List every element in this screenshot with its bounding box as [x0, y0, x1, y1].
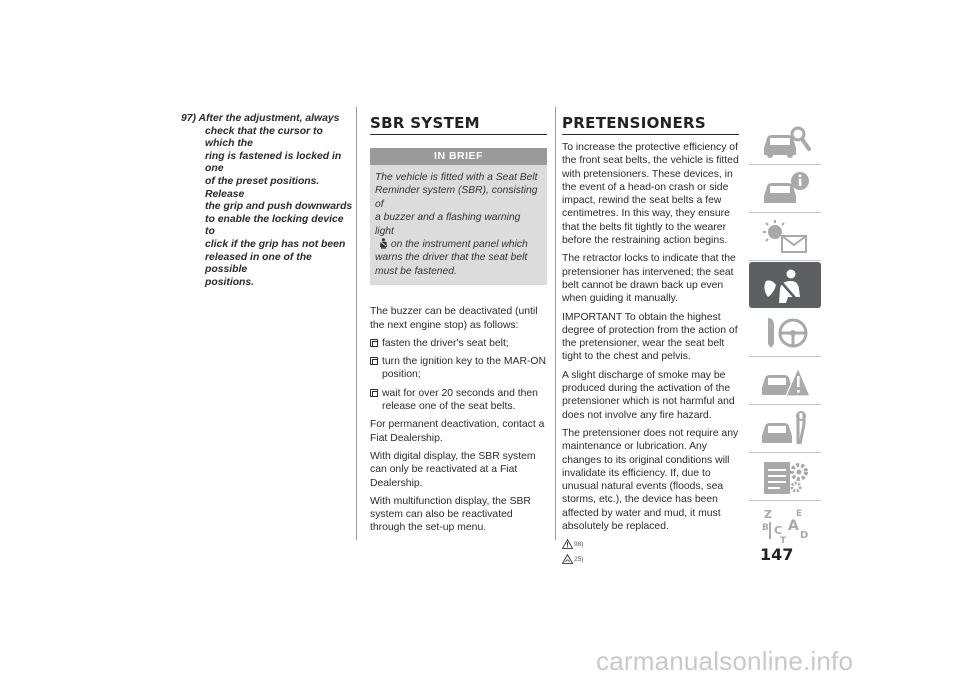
nav-starting-driving[interactable]: [749, 309, 821, 357]
brief-line-with-icon: [375, 238, 542, 251]
nav-alphabetical-index[interactable]: [749, 501, 821, 549]
pretensioners-body: [562, 141, 739, 533]
warning-reference[interactable]: [562, 538, 739, 550]
page-number: 147: [760, 545, 794, 564]
car-service-icon: [758, 410, 812, 448]
nav-warning-lights-messages[interactable]: [749, 213, 821, 261]
note-line: click if the grip has not been: [205, 238, 346, 250]
note-line: ring is fastened is locked in one: [205, 150, 342, 175]
watermark: carmanualsonline.info: [596, 646, 854, 676]
paragraph: To increase the protective efficiency of the front seat belts, the vehicle is fitted with pretensioners. These devices, in the event of a head-on crash or side impact, rewind the seat belts a few centimetres. In this way, they ensure that the belts fit tightly to the wearer before the restraining action begins.: [562, 142, 739, 247]
technical-data-icon: [758, 458, 812, 496]
paragraph: A slight discharge of smoke may be produced during the activation of the pretensioner which is not harmful and does not involve any fire hazard.: [562, 369, 735, 421]
in-brief-body: [370, 165, 547, 285]
note-line: released in one of the possible: [205, 251, 312, 276]
note-97: [181, 113, 353, 289]
index-letter: E: [796, 509, 803, 519]
airbag-seatbelt-icon: [758, 267, 812, 305]
alphabetical-index-icon: [758, 506, 812, 544]
brief-line: a buzzer and a flashing warning light: [375, 212, 521, 237]
paragraph: The retractor locks to indicate that the pretensioner has intervened; the seat belt cannot be drawn back up even when guiding it manually.: [562, 253, 736, 305]
index-letter: B: [762, 523, 769, 533]
nav-car-search[interactable]: [749, 117, 821, 165]
sbr-column: [370, 114, 547, 540]
note-line: the grip and push downwards: [205, 201, 353, 213]
index-letter: D: [800, 530, 809, 541]
paragraph: With multifunction display, the SBR system can also be reactivated through the set-up menu.: [370, 495, 531, 534]
warning-reference-label: 98): [574, 540, 584, 548]
index-letter: T: [780, 536, 787, 544]
note-first-line: After the adjustment, always: [198, 113, 340, 124]
checkbox-bullet-icon: [370, 357, 378, 365]
sbr-body: [370, 305, 547, 534]
chapter-sidebar: [749, 117, 821, 549]
pretensioners-column: [562, 114, 739, 565]
caution-triangle-icon: [562, 554, 573, 564]
brief-line: on the instrument panel which: [390, 239, 528, 251]
note-line: of the preset positions. Release: [205, 175, 320, 200]
list-item: [370, 355, 547, 382]
nav-safety-active[interactable]: [749, 262, 821, 308]
note-column: [181, 113, 353, 289]
paragraph: With digital display, the SBR system can only be reactivated at a Fiat Dealership.: [370, 450, 536, 489]
brief-line: The vehicle is fitted with a Seat Belt: [375, 172, 538, 183]
note-line: to enable the locking device to: [205, 213, 344, 238]
paragraph: For permanent deactivation, contact a Fiat Dealership.: [370, 419, 545, 444]
in-brief-title: IN BRIEF: [370, 148, 547, 165]
nav-car-info[interactable]: [749, 165, 821, 213]
pretensioners-heading: PRETENSIONERS: [562, 114, 739, 135]
column-rule-right: [555, 107, 556, 540]
brief-line: warns the driver that the seat belt: [375, 252, 528, 264]
car-search-icon: [758, 122, 812, 160]
paragraph: The pretensioner does not require any maintenance or lubrication. Any changes to its original conditions will invalidate its efficiency. If, due to unusual natural events (floods, sea storms, etc.), the device has been affected by water and mud, it must absolutely be replaced.: [562, 427, 739, 533]
seat-belt-warning-icon: [379, 238, 388, 249]
nav-emergency[interactable]: [749, 357, 821, 405]
paragraph: IMPORTANT To obtain the highest degree of protection from the action of the pretensioner, wear the seat belt tight to the chest and pelvis.: [562, 311, 738, 363]
index-letter: A: [788, 518, 799, 534]
brief-line: must be fastened.: [375, 265, 457, 277]
in-brief-box: [370, 148, 547, 285]
warning-light-message-icon: [758, 218, 812, 256]
nav-technical-data[interactable]: [749, 453, 821, 501]
car-info-icon: [758, 170, 812, 208]
list-item: [370, 337, 547, 350]
note-line: positions.: [205, 276, 255, 288]
sbr-heading: SBR SYSTEM: [370, 114, 547, 135]
note-number: 97): [181, 113, 197, 124]
caution-reference-label: 25): [574, 555, 584, 563]
key-steering-wheel-icon: [758, 314, 812, 352]
list-item-text: wait for over 20 seconds and then release one of the seat belts.: [382, 387, 538, 413]
sbr-intro: The buzzer can be deactivated (until the next engine stop) as follows:: [370, 306, 538, 331]
checkbox-bullet-icon: [370, 389, 378, 397]
car-hazard-icon: [758, 362, 812, 400]
warning-triangle-icon: [562, 539, 573, 549]
list-item: [370, 387, 547, 414]
brief-line: Reminder system (SBR), consisting of: [375, 185, 538, 210]
list-item-text: turn the ignition key to the MAR-ON position;: [382, 356, 547, 381]
column-rule-left: [356, 107, 357, 540]
nav-servicing[interactable]: [749, 405, 821, 453]
caution-reference[interactable]: [562, 553, 739, 565]
index-letter: Z: [764, 508, 772, 521]
checkbox-bullet-icon: [370, 339, 378, 347]
index-letter: C: [774, 524, 783, 537]
list-item-text: fasten the driver's seat belt;: [382, 337, 509, 349]
note-line: check that the cursor to which the: [205, 125, 323, 150]
